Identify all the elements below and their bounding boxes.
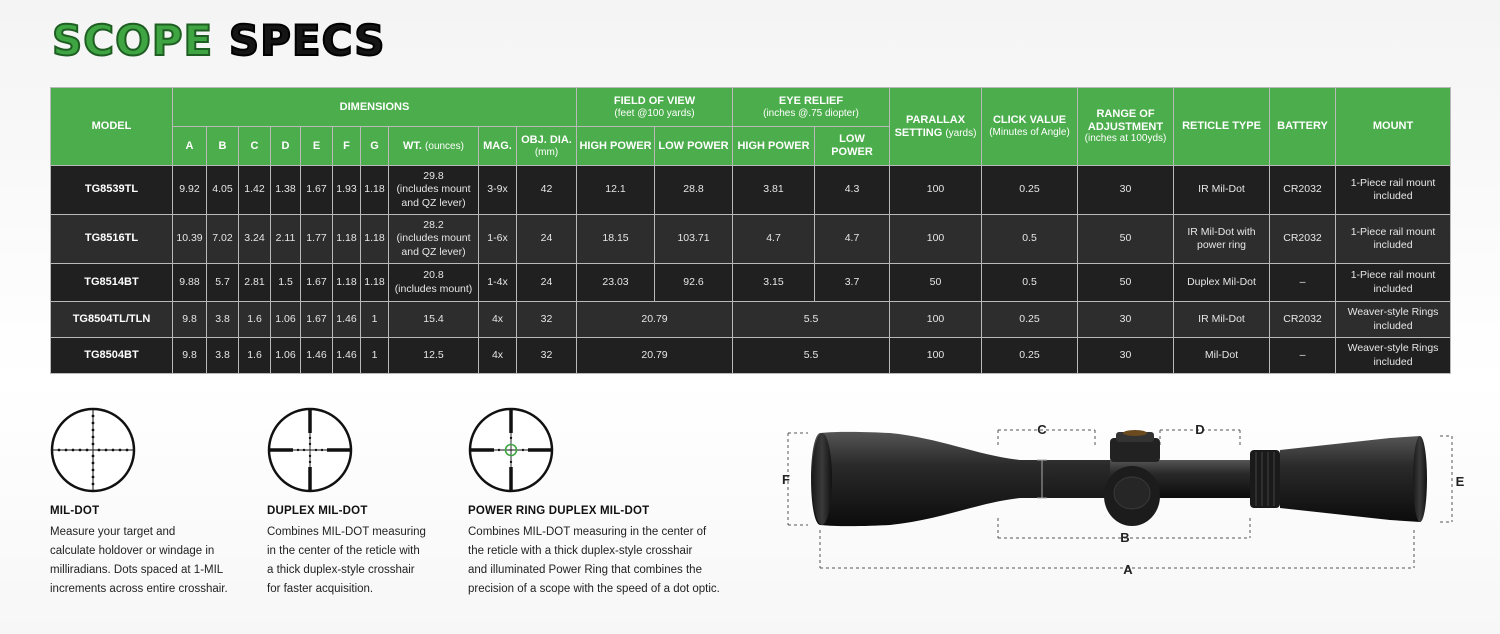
header-dim-f: F — [333, 127, 361, 166]
cell-dim-a: 10.39 — [173, 215, 207, 264]
cell-parallax: 100 — [890, 338, 982, 374]
cell-weight: 20.8 (includes mount) — [389, 264, 479, 302]
cell-eye-low: 4.7 — [815, 215, 890, 264]
cell-objective: 32 — [517, 302, 577, 338]
mil-dot-reticle-icon — [50, 407, 136, 493]
header-eye-high-power: HIGH POWER — [733, 127, 815, 166]
cell-battery: CR2032 — [1270, 215, 1336, 264]
cell-dim-e: 1.46 — [301, 338, 333, 374]
dim-label-e: E — [1455, 474, 1465, 489]
cell-weight: 29.8 (includes mount and QZ lever) — [389, 166, 479, 215]
cell-dim-d: 1.5 — [271, 264, 301, 302]
header-dim-c: C — [239, 127, 271, 166]
cell-click-value: 0.25 — [982, 338, 1078, 374]
dim-label-g: G — [1041, 474, 1053, 489]
cell-eye-high: 3.81 — [733, 166, 815, 215]
cell-dim-f: 1.46 — [333, 302, 361, 338]
header-range-of-adjustment: RANGE OF ADJUSTMENT (inches at 100yds) — [1078, 88, 1174, 166]
cell-model: TG8539TL — [51, 166, 173, 215]
cell-battery: CR2032 — [1270, 166, 1336, 215]
cell-dim-e: 1.77 — [301, 215, 333, 264]
cell-dim-c: 3.24 — [239, 215, 271, 264]
cell-dim-b: 3.8 — [207, 338, 239, 374]
power-ring-reticle-icon — [468, 407, 554, 493]
cell-eye-low: 3.7 — [815, 264, 890, 302]
dim-label-a: A — [1123, 562, 1133, 577]
reticle-card-power-ring — [468, 407, 738, 599]
cell-dim-b: 5.7 — [207, 264, 239, 302]
cell-click-value: 0.25 — [982, 302, 1078, 338]
cell-dim-c: 1.42 — [239, 166, 271, 215]
cell-eye-relief: 5.5 — [733, 302, 890, 338]
cell-click-value: 0.5 — [982, 215, 1078, 264]
header-click-value: CLICK VALUE (Minutes of Angle) — [982, 88, 1078, 166]
cell-mount: Weaver-style Rings included — [1336, 302, 1451, 338]
header-model: MODEL — [51, 88, 173, 166]
cell-objective: 42 — [517, 166, 577, 215]
cell-fov: 20.79 — [577, 338, 733, 374]
header-dimensions: DIMENSIONS — [173, 88, 577, 127]
cell-magnification: 4x — [479, 338, 517, 374]
scope-dimension-diagram — [780, 418, 1470, 588]
header-eye-relief: EYE RELIEF (inches @.75 diopter) — [733, 88, 890, 127]
cell-range: 30 — [1078, 166, 1174, 215]
cell-dim-c: 1.6 — [239, 302, 271, 338]
scope-illustration — [780, 418, 1470, 583]
table-row — [51, 338, 1451, 374]
cell-dim-g: 1 — [361, 338, 389, 374]
cell-dim-c: 2.81 — [239, 264, 271, 302]
cell-parallax: 100 — [890, 302, 982, 338]
header-dim-a: A — [173, 127, 207, 166]
cell-dim-d: 1.06 — [271, 302, 301, 338]
cell-range: 50 — [1078, 215, 1174, 264]
header-dim-g: G — [361, 127, 389, 166]
cell-battery: – — [1270, 338, 1336, 374]
title-part-specs: SPECS — [228, 16, 386, 65]
cell-battery: – — [1270, 264, 1336, 302]
cell-fov-low: 92.6 — [655, 264, 733, 302]
scope-specs-table — [50, 87, 1451, 374]
dim-label-b: B — [1120, 530, 1130, 545]
header-weight: WT. (ounces) — [389, 127, 479, 166]
cell-fov-high: 18.15 — [577, 215, 655, 264]
dim-label-f: F — [782, 472, 790, 487]
page-title — [52, 16, 386, 65]
cell-range: 50 — [1078, 264, 1174, 302]
cell-objective: 24 — [517, 264, 577, 302]
cell-dim-f: 1.18 — [333, 215, 361, 264]
cell-magnification: 1-4x — [479, 264, 517, 302]
cell-dim-e: 1.67 — [301, 302, 333, 338]
cell-click-value: 0.25 — [982, 166, 1078, 215]
header-fov-low-power: LOW POWER — [655, 127, 733, 166]
cell-dim-f: 1.46 — [333, 338, 361, 374]
cell-weight: 12.5 — [389, 338, 479, 374]
cell-dim-g: 1.18 — [361, 166, 389, 215]
cell-eye-high: 4.7 — [733, 215, 815, 264]
header-field-of-view: FIELD OF VIEW (feet @100 yards) — [577, 88, 733, 127]
header-fov-high-power: HIGH POWER — [577, 127, 655, 166]
cell-dim-a: 9.8 — [173, 338, 207, 374]
cell-reticle: Mil-Dot — [1174, 338, 1270, 374]
cell-mount: 1-Piece rail mount included — [1336, 166, 1451, 215]
cell-magnification: 4x — [479, 302, 517, 338]
cell-dim-e: 1.67 — [301, 264, 333, 302]
reticle-name: POWER RING DUPLEX MIL-DOT — [468, 505, 650, 517]
cell-fov-high: 12.1 — [577, 166, 655, 215]
cell-dim-e: 1.67 — [301, 166, 333, 215]
cell-eye-low: 4.3 — [815, 166, 890, 215]
cell-mount: Weaver-style Rings included — [1336, 338, 1451, 374]
dim-label-c: C — [1037, 422, 1047, 437]
header-eye-low-power: LOW POWER — [815, 127, 890, 166]
duplex-mil-dot-reticle-icon — [267, 407, 353, 493]
table-row — [51, 302, 1451, 338]
cell-dim-d: 2.11 — [271, 215, 301, 264]
cell-dim-b: 4.05 — [207, 166, 239, 215]
cell-weight: 28.2 (includes mount and QZ lever) — [389, 215, 479, 264]
cell-reticle: IR Mil-Dot — [1174, 302, 1270, 338]
cell-objective: 32 — [517, 338, 577, 374]
cell-dim-f: 1.18 — [333, 264, 361, 302]
cell-dim-a: 9.92 — [173, 166, 207, 215]
cell-objective: 24 — [517, 215, 577, 264]
header-mount: MOUNT — [1336, 88, 1451, 166]
cell-dim-c: 1.6 — [239, 338, 271, 374]
cell-parallax: 100 — [890, 215, 982, 264]
cell-dim-b: 7.02 — [207, 215, 239, 264]
cell-dim-a: 9.88 — [173, 264, 207, 302]
cell-dim-g: 1 — [361, 302, 389, 338]
cell-range: 30 — [1078, 302, 1174, 338]
header-dim-e: E — [301, 127, 333, 166]
table-row — [51, 215, 1451, 264]
cell-battery: CR2032 — [1270, 302, 1336, 338]
header-reticle-type: RETICLE TYPE — [1174, 88, 1270, 166]
cell-reticle: IR Mil-Dot with power ring — [1174, 215, 1270, 264]
table-row — [51, 264, 1451, 302]
cell-dim-g: 1.18 — [361, 215, 389, 264]
reticle-description: Measure your target and calculate holdover or windage in milliradians. Dots spaced at 1-MIL increments across entire crosshair. — [50, 526, 228, 595]
cell-reticle: Duplex Mil-Dot — [1174, 264, 1270, 302]
reticle-name: MIL-DOT — [50, 505, 100, 517]
cell-magnification: 1-6x — [479, 215, 517, 264]
header-battery: BATTERY — [1270, 88, 1336, 166]
table-row — [51, 166, 1451, 215]
title-part-scope: SCOPE — [52, 16, 214, 65]
cell-mount: 1-Piece rail mount included — [1336, 215, 1451, 264]
header-objective-diameter: OBJ. DIA. (mm) — [517, 127, 577, 166]
cell-dim-a: 9.8 — [173, 302, 207, 338]
cell-dim-d: 1.38 — [271, 166, 301, 215]
cell-fov: 20.79 — [577, 302, 733, 338]
cell-parallax: 50 — [890, 264, 982, 302]
cell-model: TG8504TL/TLN — [51, 302, 173, 338]
cell-fov-low: 28.8 — [655, 166, 733, 215]
reticle-name: DUPLEX MIL-DOT — [267, 505, 368, 517]
cell-dim-d: 1.06 — [271, 338, 301, 374]
cell-reticle: IR Mil-Dot — [1174, 166, 1270, 215]
cell-magnification: 3-9x — [479, 166, 517, 215]
cell-fov-low: 103.71 — [655, 215, 733, 264]
cell-click-value: 0.5 — [982, 264, 1078, 302]
cell-eye-high: 3.15 — [733, 264, 815, 302]
header-parallax: PARALLAX SETTING (yards) — [890, 88, 982, 166]
reticle-description: Combines MIL-DOT measuring in the center of the reticle with a thick duplex-style crosshair for faster acquisition. — [267, 526, 426, 595]
reticle-description: Combines MIL-DOT measuring in the center of the reticle with a thick duplex-style crosshair and illuminated Power Ring that combines the precision of a scope with the speed of a dot optic. — [468, 526, 720, 595]
cell-model: TG8516TL — [51, 215, 173, 264]
cell-dim-f: 1.93 — [333, 166, 361, 215]
cell-dim-g: 1.18 — [361, 264, 389, 302]
header-dim-d: D — [271, 127, 301, 166]
cell-dim-b: 3.8 — [207, 302, 239, 338]
header-dim-b: B — [207, 127, 239, 166]
cell-model: TG8504BT — [51, 338, 173, 374]
cell-range: 30 — [1078, 338, 1174, 374]
cell-fov-high: 23.03 — [577, 264, 655, 302]
cell-mount: 1-Piece rail mount included — [1336, 264, 1451, 302]
header-magnification: MAG. — [479, 127, 517, 166]
cell-weight: 15.4 — [389, 302, 479, 338]
dim-label-d: D — [1195, 422, 1205, 437]
cell-model: TG8514BT — [51, 264, 173, 302]
cell-parallax: 100 — [890, 166, 982, 215]
cell-eye-relief: 5.5 — [733, 338, 890, 374]
